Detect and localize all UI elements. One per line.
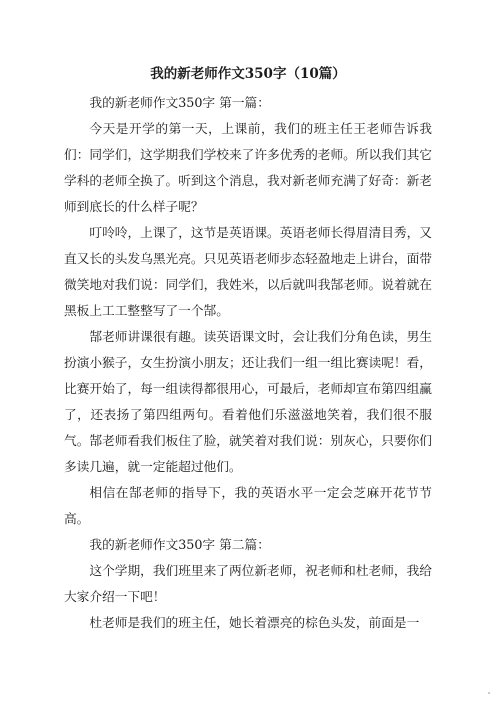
page-mark bbox=[488, 692, 490, 694]
paragraph: 杜老师是我们的班主任，她长着漂亮的棕色头发，前面是一 bbox=[89, 615, 420, 630]
paragraph: 郜老师讲课很有趣。读英语课文时，会让我们分角色读，男生扮演小猴子，女生扮演小朋友；还让我们一组一组比赛读呢！看，比赛开始了，每一组读得都很用心，可最后，老师却宣布第四组赢了，还表扬了第四组两句。看着他们乐滋滋地笑着，我们很不服气。郜老师看我们板住了脸，就笑着对我们说：别灰心，只要你们多读几遍，就一定能超过他们。 bbox=[64, 329, 432, 474]
paragraph: 今天是开学的第一天，上课前，我们的班主任王老师告诉我们：同学们，这学期我们学校来了许多优秀的老师。所以我们其它学科的老师全换了。听到这个消息，我对新老师充满了好奇：新老师到底长的什么样子呢？ bbox=[64, 121, 432, 214]
paragraph: 相信在郜老师的指导下，我的英语水平一定会芝麻开花节节高。 bbox=[64, 485, 432, 526]
section-heading-1: 我的新老师作文350字 第一篇： bbox=[89, 95, 270, 110]
document-page bbox=[64, 64, 432, 636]
paragraph: 叮呤呤，上课了，这节是英语课。英语老师长得眉清目秀，又直又长的头发乌黑光亮。只见英语老师步态轻盈地走上讲台，面带微笑地对我们说：同学们，我姓米，以后就叫我郜老师。说着就在黑板上工工整整写了一个郜。 bbox=[64, 225, 432, 318]
document-title: 我的新老师作文350字（10篇） bbox=[150, 66, 346, 82]
section-heading-2: 我的新老师作文350字 第二篇： bbox=[89, 537, 270, 552]
paragraph: 这个学期，我们班里来了两位新老师，祝老师和杜老师，我给大家介绍一下吧！ bbox=[64, 563, 432, 604]
